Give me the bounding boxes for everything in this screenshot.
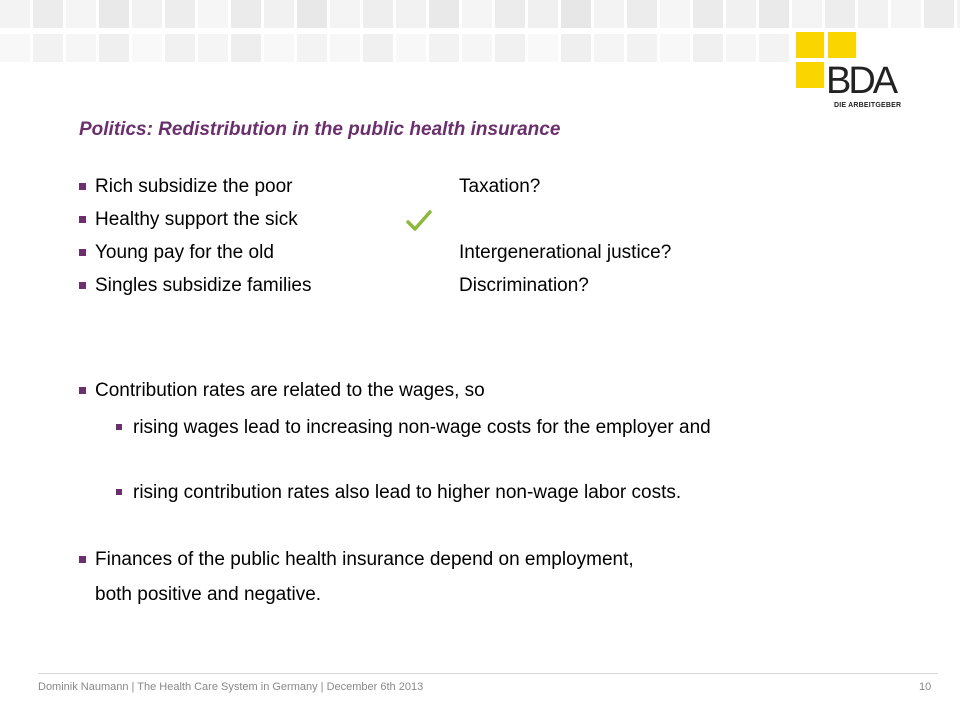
decorative-square — [429, 34, 459, 62]
decorative-square — [165, 0, 195, 28]
logo-square — [796, 32, 824, 58]
decorative-square — [264, 0, 294, 28]
decorative-square — [132, 34, 162, 62]
decorative-square — [495, 0, 525, 28]
decorative-square — [231, 0, 261, 28]
decorative-square — [693, 0, 723, 28]
decorative-square — [726, 0, 756, 28]
bullet-marker — [79, 249, 86, 256]
decorative-square — [759, 0, 789, 28]
decorative-square — [429, 0, 459, 28]
sub-bullet-text: rising wages lead to increasing non-wage costs for the employer and — [133, 417, 711, 438]
decorative-square — [297, 34, 327, 62]
sub-bullet-marker — [116, 424, 122, 430]
decorative-square — [330, 0, 360, 28]
decorative-square — [627, 0, 657, 28]
decorative-square — [363, 34, 393, 62]
bullet-text: Rich subsidize the poor — [95, 176, 293, 197]
decorative-square — [330, 34, 360, 62]
decorative-square — [660, 34, 690, 62]
decorative-square — [264, 34, 294, 62]
decorative-square — [66, 34, 96, 62]
bullet-marker — [79, 387, 86, 394]
decorative-square — [660, 0, 690, 28]
footer-divider — [38, 673, 938, 674]
bullet-text: Finances of the public health insurance depend on employment, — [95, 549, 634, 570]
bullet-note: Intergenerational justice? — [459, 242, 672, 263]
bullet-note: Taxation? — [459, 176, 541, 197]
bullet-text: Contribution rates are related to the wages, so — [95, 380, 485, 401]
check-icon — [406, 210, 432, 232]
decorative-square — [99, 0, 129, 28]
decorative-square — [858, 0, 888, 28]
bullet-marker — [79, 183, 86, 190]
decorative-square — [594, 0, 624, 28]
bullet-item — [79, 271, 312, 301]
decorative-square — [33, 34, 63, 62]
decorative-square — [561, 0, 591, 28]
decorative-square — [0, 0, 30, 28]
bullet-note: Discrimination? — [459, 275, 589, 296]
decorative-square — [528, 0, 558, 28]
decorative-square — [627, 34, 657, 62]
logo-square — [796, 62, 824, 88]
bullet-text: Young pay for the old — [95, 242, 274, 263]
decorative-square — [198, 0, 228, 28]
decorative-square — [891, 0, 921, 28]
page-number: 10 — [919, 681, 932, 693]
sub-bullet-marker — [116, 489, 122, 495]
slide-title: Politics: Redistribution in the public health insurance — [79, 119, 561, 140]
decorative-square — [924, 0, 954, 28]
bullet-marker — [79, 282, 86, 289]
bullet-text: Singles subsidize families — [95, 275, 312, 296]
decorative-square — [231, 34, 261, 62]
decorative-square — [33, 0, 63, 28]
bullet-item — [79, 376, 485, 406]
bullet-item — [79, 205, 298, 235]
bullet-continuation: both positive and negative. — [95, 584, 322, 605]
bullet-marker — [79, 556, 86, 563]
logo-square — [828, 32, 856, 58]
decorative-square — [198, 34, 228, 62]
decorative-square — [132, 0, 162, 28]
bullet-item — [79, 172, 293, 202]
decorative-square — [363, 0, 393, 28]
decorative-square — [396, 34, 426, 62]
decorative-square — [726, 34, 756, 62]
bullet-marker — [79, 216, 86, 223]
logo-tagline: DIE ARBEITGEBER — [834, 102, 902, 109]
decorative-square — [462, 0, 492, 28]
bullet-item — [79, 545, 634, 575]
decorative-square — [693, 34, 723, 62]
decorative-square — [594, 34, 624, 62]
bullet-item — [79, 238, 274, 268]
decorative-square — [825, 0, 855, 28]
decorative-square — [462, 34, 492, 62]
decorative-square — [99, 34, 129, 62]
bda-logo — [796, 32, 908, 112]
decorative-square — [165, 34, 195, 62]
decorative-square — [495, 34, 525, 62]
decorative-square — [759, 34, 789, 62]
decorative-square — [528, 34, 558, 62]
decorative-square — [66, 0, 96, 28]
footer-text: Dominik Naumann | The Health Care System in Germany | December 6th 2013 — [38, 681, 424, 693]
sub-bullet-item — [116, 480, 833, 505]
decorative-square — [297, 0, 327, 28]
sub-bullet-item — [116, 415, 833, 440]
decorative-square — [0, 34, 30, 62]
decorative-square — [396, 0, 426, 28]
sub-bullet-text: rising contribution rates also lead to higher non-wage labor costs. — [133, 482, 682, 503]
decorative-square — [561, 34, 591, 62]
bullet-text: Healthy support the sick — [95, 209, 298, 230]
decorative-square — [792, 0, 822, 28]
logo-text: BDA — [826, 60, 896, 102]
